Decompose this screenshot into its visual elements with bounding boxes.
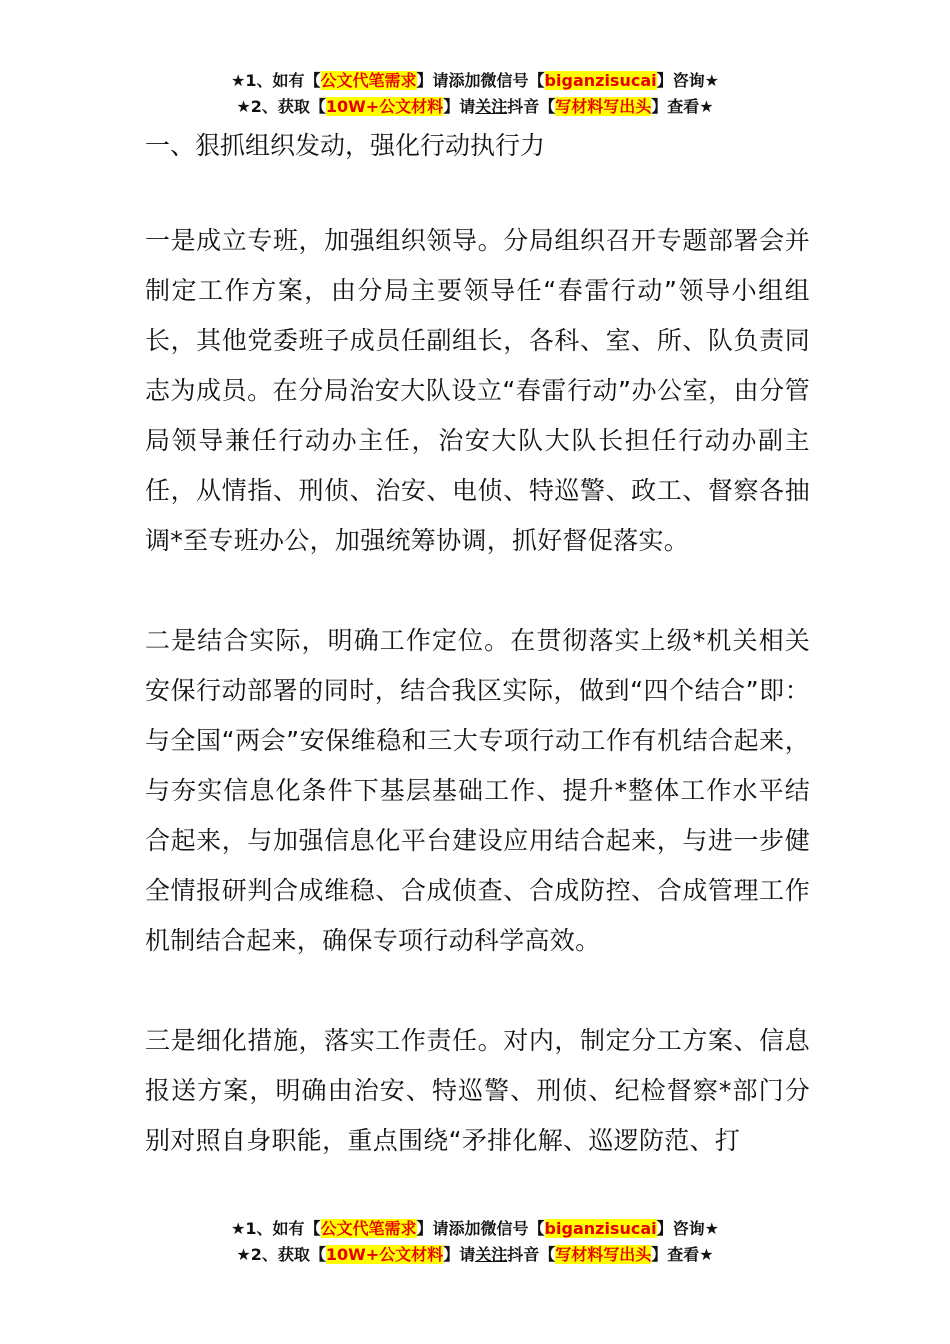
promo-underlined-follow: 关注: [475, 1245, 508, 1264]
paragraph-2: 二是结合实际，明确工作定位。在贯彻落实上级*机关相关安保行动部署的同时，结合我区实际，做到“四个结合”即：与全国“两会”安保维稳和三大专项行动工作有机结合起来，与夯实信息化条件下基层基础工作、提升*整体工作水平结合起来，与加强信息化平台建设应用结合起来，与进一步健全情报研判合成维稳、合成侦查、合成防控、合成管理工作机制结合起来，确保专项行动科学高效。: [145, 626, 810, 955]
section-heading: 一、狠抓组织发动，强化行动执行力: [145, 131, 546, 160]
paragraph-3: 三是细化措施，落实工作责任。对内，制定分工方案、信息报送方案，明确由治安、特巡警、刑侦、纪检督察*部门分别对照自身职能，重点围绕“矛排化解、巡逻防范、打: [145, 1026, 810, 1155]
promo-line-1: ★1、如有【公文代笔需求】请添加微信号【biganzisucai】咨询★: [231, 1219, 719, 1238]
promo-highlight-materials: 10W+公文材料: [325, 1245, 444, 1264]
promo-line-2: ★2、获取【10W+公文材料】请关注抖音【写材料写出头】查看★: [236, 1245, 714, 1264]
promo-highlight-materials: 10W+公文材料: [325, 97, 444, 116]
top-promo-banner: [0, 68, 950, 120]
paragraph-1: 一是成立专班，加强组织领导。分局组织召开专题部署会并制定工作方案，由分局主要领导任“春雷行动”领导小组组长，其他党委班子成员任副组长，各科、室、所、队负责同志为成员。在分局治安大队设立“春雷行动”办公室，由分管局领导兼任行动办主任，治安大队大队长担任行动办副主任，从情指、刑侦、治安、电侦、特巡警、政工、督察各抽调*至专班办公，加强统筹协调，抓好督促落实。: [145, 226, 810, 555]
promo-highlight-wechat-id: biganzisucai: [544, 71, 657, 90]
promo-line-2: ★2、获取【10W+公文材料】请关注抖音【写材料写出头】查看★: [236, 97, 714, 116]
promo-line-1: ★1、如有【公文代笔需求】请添加微信号【biganzisucai】咨询★: [231, 71, 719, 90]
promo-highlight-douyin: 写材料写出头: [555, 1245, 652, 1264]
document-body: [145, 126, 810, 1166]
promo-highlight-wechat-id: biganzisucai: [544, 1219, 657, 1238]
promo-highlight-douyin: 写材料写出头: [555, 97, 652, 116]
bottom-promo-banner: [0, 1216, 950, 1268]
promo-highlight-ghostwriting: 公文代笔需求: [320, 1219, 417, 1238]
promo-underlined-follow: 关注: [475, 97, 508, 116]
promo-highlight-ghostwriting: 公文代笔需求: [320, 71, 417, 90]
